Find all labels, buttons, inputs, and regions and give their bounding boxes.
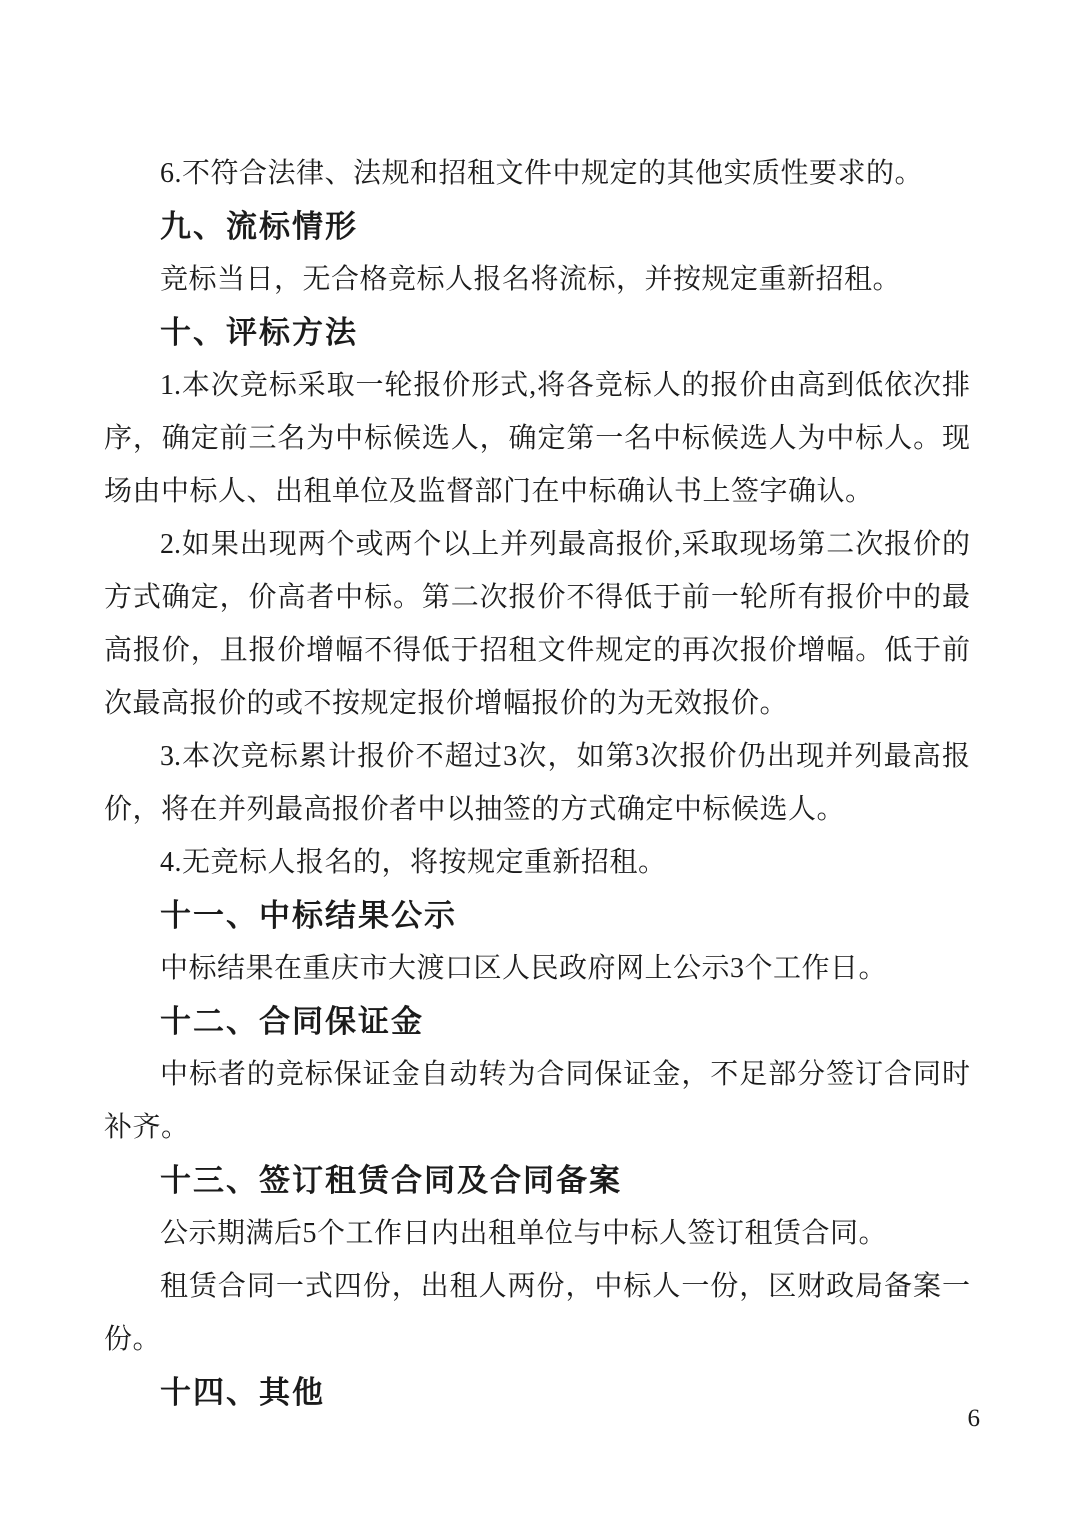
section-heading: 十二、合同保证金 bbox=[160, 1004, 424, 1039]
text-line: 3.本次竞标累计报价不超过3次，如第3次报价仍出现并列最高报 bbox=[160, 741, 970, 772]
section-heading: 九、流标情形 bbox=[160, 209, 358, 244]
document-content bbox=[104, 147, 970, 1419]
text-line: 份。 bbox=[104, 1324, 162, 1355]
text-line: 场由中标人、出租单位及监督部门在中标确认书上签字确认。 bbox=[104, 476, 874, 507]
page-number: 6 bbox=[967, 1405, 980, 1432]
text-line: 公示期满后5个工作日内出租单位与中标人签订租赁合同。 bbox=[160, 1218, 888, 1249]
text-line: 补齐。 bbox=[104, 1112, 190, 1143]
text-line: 1.本次竞标采取一轮报价形式,将各竞标人的报价由高到低依次排 bbox=[160, 370, 970, 401]
text-line: 中标结果在重庆市大渡口区人民政府网上公示3个工作日。 bbox=[160, 953, 888, 984]
text-line: 4.无竞标人报名的，将按规定重新招租。 bbox=[160, 847, 667, 878]
text-line: 序，确定前三名为中标候选人，确定第一名中标候选人为中标人。现 bbox=[104, 423, 970, 454]
text-line: 6.不符合法律、法规和招租文件中规定的其他实质性要求的。 bbox=[160, 158, 924, 189]
section-heading: 十、评标方法 bbox=[160, 315, 358, 350]
text-line: 价，将在并列最高报价者中以抽签的方式确定中标候选人。 bbox=[104, 794, 846, 825]
text-line: 方式确定，价高者中标。第二次报价不得低于前一轮所有报价中的最 bbox=[104, 582, 970, 613]
text-line: 高报价，且报价增幅不得低于招租文件规定的再次报价增幅。低于前 bbox=[104, 635, 970, 666]
section-heading: 十四、其他 bbox=[160, 1375, 325, 1410]
section-heading: 十一、中标结果公示 bbox=[160, 898, 457, 933]
text-line: 2.如果出现两个或两个以上并列最高报价,采取现场第二次报价的 bbox=[160, 529, 970, 560]
text-line: 租赁合同一式四份，出租人两份，中标人一份，区财政局备案一 bbox=[160, 1271, 970, 1302]
text-line: 中标者的竞标保证金自动转为合同保证金，不足部分签订合同时 bbox=[160, 1059, 970, 1090]
text-line: 竞标当日，无合格竞标人报名将流标，并按规定重新招租。 bbox=[160, 264, 902, 295]
section-heading: 十三、签订租赁合同及合同备案 bbox=[160, 1163, 622, 1198]
text-line: 次最高报价的或不按规定报价增幅报价的为无效报价。 bbox=[104, 688, 789, 719]
